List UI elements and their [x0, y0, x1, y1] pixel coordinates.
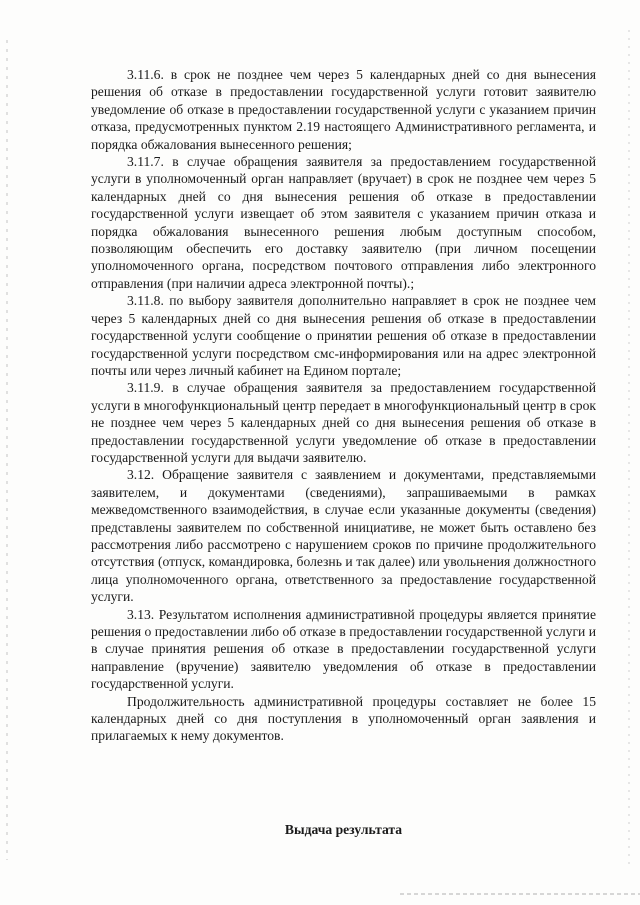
- section-heading: Выдача результата: [284, 822, 403, 837]
- paragraph-duration: Продолжительность административной процедуры составляет не более 15 календарных дней со дня поступления в уполномоченный орган заявления и прилагаемых к нему документов.: [91, 693, 596, 744]
- paragraph-3-11-7: 3.11.7. в случае обращения заявителя за предоставлением государственной услуги в уполномоченный орган направляет (вручает) в срок не позднее чем через 5 календарных дней со дня вынесения решения об отказе в предоставлении государственной услуги извещает об этом заявителя с указанием причин отказа и порядка обжалования вынесенного решения любым доступным способом, позволяющим обеспечить его доставку заявителю (при личном посещении уполномоченного органа, посредством почтового отправления либо электронного отправления (при наличии адреса электронной почты).;: [91, 154, 596, 291]
- paragraph-3-11-6: 3.11.6. в срок не позднее чем через 5 календарных дней со дня вынесения решения об отказе в предоставлении государственной услуги готовит заявителю уведомление об отказе в предоставлении государственной услуги с указанием причин отказа, предусмотренных пунктом 2.19 настоящего Административного регламента, и порядка обжалования вынесенного решения;: [91, 67, 596, 152]
- paragraph-3-11-9: 3.11.9. в случае обращения заявителя за предоставлением государственной услуги в многофункциональный центр передает в многофункциональный центр в срок не позднее чем через 5 календарных дней со дня вынесения решения об отказе в предоставлении государственной услуги уведомление об отказе в предоставлении государственной услуги для выдачи заявителю.: [91, 380, 596, 465]
- document-body: [91, 66, 596, 745]
- scan-edge-right: [628, 30, 630, 870]
- paragraph-3-13: 3.13. Результатом исполнения административной процедуры является принятие решения о предоставлении либо об отказе в предоставлении государственной услуги и в случае принятия решения об отказе в предоставлении государственной услуги направление (вручение) заявителю уведомления об отказе в предоставлении государственной услуги.: [91, 606, 596, 692]
- scan-edge-left: [6, 40, 8, 860]
- paragraph-3-12: 3.12. Обращение заявителя с заявлением и документами, представляемыми заявителем, и документами (сведениями), запрашиваемыми в рамках межведомственного взаимодействия, в случае если указанные документы (сведения) представлены заявителем по собственной инициативе, не может быть оставлено без рассмотрения либо рассмотрено с нарушением сроков по причине продолжительного отсутствия (отпуск, командировка, болезнь и так далее) или увольнения должностного лица уполномоченного органа, ответственного за предоставление государственной услуги.: [91, 467, 596, 605]
- scan-edge-bottom: [400, 893, 640, 895]
- paragraph-3-11-8: 3.11.8. по выбору заявителя дополнительно направляет в срок не позднее чем через 5 календарных дней со дня вынесения решения об отказе в предоставлении государственной услуги сообщение о принятии решения об отказе в предоставлении государственной услуги посредством смс-информирования или на адрес электронной почты или через личный кабинет на Едином портале;: [91, 293, 596, 378]
